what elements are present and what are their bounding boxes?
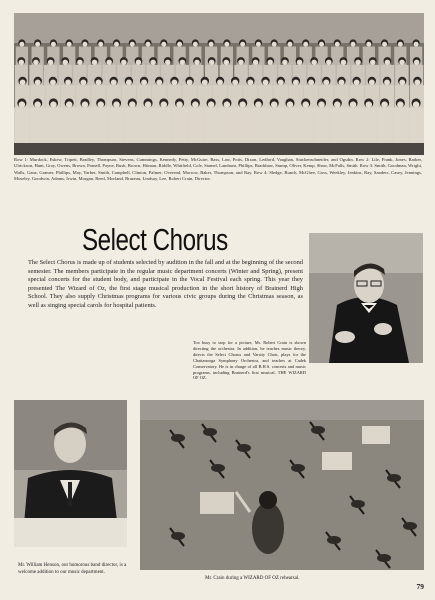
choir-member-face [202, 80, 208, 86]
page-title: Select Chorus [82, 222, 228, 257]
choir-member-face [287, 42, 292, 47]
chair [327, 536, 341, 544]
choir-member-face [354, 80, 360, 86]
choir-member-face [150, 60, 155, 65]
choir-member-face [247, 80, 253, 86]
choir-member-face [414, 60, 419, 65]
choir-member-face [335, 42, 340, 47]
choir-member-face [399, 80, 405, 86]
choir-member-face [20, 80, 26, 86]
choir-member-face [208, 101, 214, 107]
choir-member-face [82, 42, 87, 47]
director-photo [309, 233, 423, 363]
chair [311, 426, 325, 434]
chair [291, 464, 305, 472]
choir-member-face [318, 101, 324, 107]
choir-member-face [272, 42, 277, 47]
chair [171, 434, 185, 442]
choir-member-face [303, 101, 309, 107]
choir-member-face [19, 60, 24, 65]
choir-member-face [414, 42, 419, 47]
choir-member-face [194, 60, 199, 65]
choir-member-face [106, 60, 111, 65]
choir-member-face [319, 42, 324, 47]
choir-member-face [293, 80, 299, 86]
choir-member-face [240, 42, 245, 47]
choir-member-face [82, 101, 88, 107]
band-director-photo [14, 400, 127, 547]
choir-member-face [50, 80, 56, 86]
choir-member-face [382, 42, 387, 47]
choir-member-face [384, 80, 390, 86]
chair [351, 500, 365, 508]
choir-member-face [177, 42, 182, 47]
chair [237, 444, 251, 452]
choir-member-face [381, 101, 387, 107]
choir-member-face [161, 42, 166, 47]
choir-member-face [253, 60, 258, 65]
choir-member-face [268, 60, 273, 65]
choir-member-face [282, 60, 287, 65]
choir-member-face [114, 42, 119, 47]
choir-member-face [398, 42, 403, 47]
rehearsal-photo [140, 400, 424, 570]
choir-member-face [19, 42, 24, 47]
choir-member-face [165, 60, 170, 65]
choir-member-face [145, 101, 151, 107]
choir-member-face [80, 80, 86, 86]
choir-group-photo [14, 13, 424, 155]
choir-member-face [63, 60, 68, 65]
choir-member-face [287, 101, 293, 107]
choir-member-face [366, 101, 372, 107]
rehearsal-caption: Mr. Crain during a WIZARD OF OZ rehearsal. [205, 576, 300, 581]
chair [403, 522, 417, 530]
choir-member-face [339, 80, 345, 86]
choir-member-face [98, 42, 103, 47]
choir-member-face [98, 101, 104, 107]
choir-member-face [111, 80, 117, 86]
choir-member-face [146, 42, 151, 47]
choir-member-face [192, 101, 198, 107]
choir-member-face [35, 42, 40, 47]
choir-member-face [334, 101, 340, 107]
choir-member-face [238, 60, 243, 65]
choir-member-face [308, 80, 314, 86]
choir-member-face [239, 101, 245, 107]
chair [203, 428, 217, 436]
choir-member-face [351, 42, 356, 47]
choir-member-face [355, 60, 360, 65]
choir-member-face [255, 101, 261, 107]
choir-member-face [66, 101, 72, 107]
choir-member-face [397, 101, 403, 107]
choir-member-face [51, 42, 56, 47]
chair [387, 474, 401, 482]
choir-member-face [369, 80, 375, 86]
choir-member-face [130, 42, 135, 47]
director-caption: Too busy to stop for a picture, Mr. Robert Crain is shown directing the orchestra. In addition, he teaches music theory, directs the Select Chorus and Varsity Choir, plays for the Chattanooga Symphony Orchestra, and teaches at Cadek Conservatory. He is in charge of all B.H.S. concerts and music programs, including Brainerd's first musical, THE WIZARD OF OZ. [193, 340, 306, 381]
choir-member-face [48, 60, 53, 65]
choir-member-face [67, 42, 72, 47]
choir-member-face [34, 101, 40, 107]
choir-member-face [50, 101, 56, 107]
choir-member-face [232, 80, 238, 86]
choir-member-face [156, 80, 162, 86]
chair [211, 464, 225, 472]
chair [377, 554, 391, 562]
choir-member-face [366, 42, 371, 47]
choir-member-face [297, 60, 302, 65]
choir-member-face [350, 101, 356, 107]
choir-member-face [224, 42, 229, 47]
choir-member-face [126, 80, 132, 86]
chair [171, 532, 185, 540]
choir-member-face [161, 101, 167, 107]
choir-member-face [414, 80, 420, 86]
page-number: 79 [416, 582, 424, 591]
choir-member-face [278, 80, 284, 86]
choir-member-face [311, 60, 316, 65]
choir-member-face [129, 101, 135, 107]
choir-member-face [326, 60, 331, 65]
choir-member-face [341, 60, 346, 65]
chorus-description: The Select Chorus is made up of students selected by audition in the fall and at the beginning of the second semester. The members participate in the regular music department concerts (Winter and Spring), present special concerts for the student body, and participate in the Vocal Festival each spring. This year they presented The Wizard of Oz, the first stage musical production in the short history of Brainerd High School. They also supply Christmas programs for various civic groups during the Christmas season, as well as singing special carols for hospital patients. [28, 259, 303, 309]
choir-member-face [180, 60, 185, 65]
choir-member-face [209, 60, 214, 65]
choir-member-face [141, 80, 147, 86]
choir-caption: Row 1: Murdock, Eskew, Tripett, Bradley, Thompson, Stevens, Cummings, Kennedy, Petty, McGuire, Bass, Law, Potts, Dixon, Ledford, Vaughan, Stuckenschneider, and Ogsdin. Row 2: Lile, Frank, Jones, Barker, Ulrickson, Hunt, Gray, Owens, Brown, Parnell, Payne, Rush, Brown, Hitman, Riddle, Whitfield, Cole, Stamel, Landrum, Phillips, Bradshaw, Stump, Oliver, Kemp, Shaw, McFalls, Smith. Row 3: Smith, Goodman, Wright, Walls, Ganz, Gramer, Phillips, May, Yarber, Smith, Campbell, Clinton, Palmer, Overend, Morrow, Baker, Thompson, and Ray. Row 4: Sledge, Bunch, McGhee, Goss, Weekley, Jenkins, Ray, Sanders, Casey, Jennings, Moseley, Goodwin, Adams, Irwin, Morgan, Reed, Morland, Brazeau, Lindsay, Lee, Robert Crain, Director. [14, 157, 422, 182]
choir-member-face [19, 101, 25, 107]
choir-member-face [224, 60, 229, 65]
choir-member-face [399, 60, 404, 65]
choir-member-face [121, 60, 126, 65]
choir-member-face [271, 101, 277, 107]
choir-member-face [176, 101, 182, 107]
choir-member-face [385, 60, 390, 65]
choir-member-face [263, 80, 269, 86]
choir-member-face [65, 80, 71, 86]
choir-member-face [187, 80, 193, 86]
choir-member-face [77, 60, 82, 65]
choir-member-face [370, 60, 375, 65]
choir-member-face [33, 60, 38, 65]
band-director-caption: Mr. William Henson, our humorous band director, is a welcome addition to our music department. [18, 563, 127, 575]
choir-member-face [217, 80, 223, 86]
choir-member-face [193, 42, 198, 47]
choir-member-face [92, 60, 97, 65]
choir-member-face [35, 80, 41, 86]
choir-member-face [209, 42, 214, 47]
choir-member-face [113, 101, 119, 107]
choir-member-face [303, 42, 308, 47]
choir-member-face [413, 101, 419, 107]
choir-member-face [224, 101, 230, 107]
choir-member-face [172, 80, 178, 86]
choir-member-face [323, 80, 329, 86]
choir-member-face [96, 80, 102, 86]
choir-member-face [136, 60, 141, 65]
choir-member-face [256, 42, 261, 47]
